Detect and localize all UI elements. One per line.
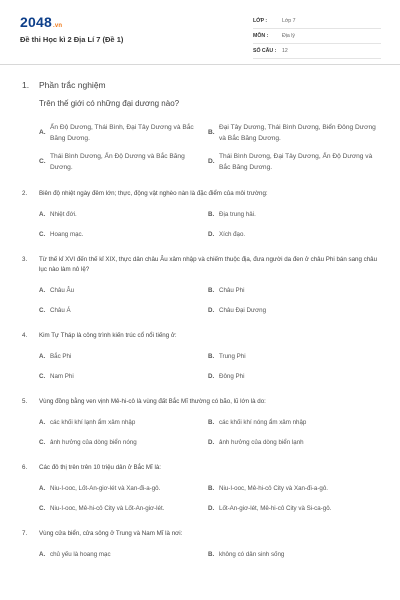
question-text: Kim Tự Tháp là công trình kiến trúc cổ nổi tiếng ở:: [39, 332, 177, 339]
option-text: Xích đạo.: [219, 231, 246, 238]
section-number: 1.: [22, 80, 30, 90]
question-heading: [22, 463, 384, 473]
option-letter: B.: [208, 419, 215, 426]
answer-options: [39, 550, 384, 560]
meta-table: [253, 14, 381, 59]
option-letter: A.: [39, 551, 46, 558]
question-text: Vùng cửa biển, cửa sông ở Trung và Nam Mĩ là nơi:: [39, 530, 183, 537]
question-text: Từ thế kỉ XVI đến thế kỉ XIX, thực dân châu Âu xâm nhập và chiếm thuộc địa, đưa người da đen ở châu Phi bán sang châu lục nào làm nô lệ?: [39, 256, 378, 273]
option-text: Ấn Độ Dương, Thái Bình, Đại Tây Dương và Bắc Băng Dương.: [50, 124, 194, 142]
option-letter: D.: [208, 373, 215, 380]
question-2: [22, 189, 384, 240]
option-text: Hoang mạc.: [50, 231, 84, 238]
option-letter: A.: [39, 353, 46, 360]
option-text: ảnh hưởng của dòng biển lạnh: [219, 439, 304, 446]
answer-option-a[interactable]: [39, 484, 208, 494]
question-3: [22, 255, 384, 316]
option-letter: D.: [208, 505, 215, 512]
question-7: [22, 529, 384, 560]
answer-option-d[interactable]: [208, 151, 378, 173]
option-text: Châu Đại Dương: [219, 307, 267, 314]
answer-option-a[interactable]: [39, 210, 208, 220]
option-text: Trung Phi: [219, 353, 246, 360]
option-text: chủ yếu là hoang mạc: [50, 551, 111, 558]
answer-option-b[interactable]: [208, 550, 378, 560]
option-text: Châu Phi: [219, 287, 245, 294]
answer-option-b[interactable]: [208, 484, 378, 494]
answer-option-d[interactable]: [208, 438, 378, 448]
question-text: Vùng đồng bằng ven vịnh Mê-hi-cô là vùng đất Bắc Mĩ thường có bão, lũ lớn là do:: [39, 398, 266, 405]
option-letter: C.: [39, 373, 46, 380]
question-number: 6.: [22, 464, 28, 471]
option-letter: D.: [208, 158, 215, 165]
option-text: Thái Bình Dương, Ấn Độ Dương và Bắc Băng Dương.: [50, 153, 185, 171]
answer-option-b[interactable]: [208, 418, 378, 428]
question-text: Các đô thị trên trên 10 triệu dân ở Bắc Mĩ là:: [39, 464, 162, 471]
meta-value: Địa lý: [282, 33, 295, 39]
section-title: Phần trắc nghiệm: [39, 80, 106, 90]
answer-option-a[interactable]: [39, 418, 208, 428]
page-header: [0, 0, 400, 65]
question-heading: [22, 255, 384, 275]
meta-value: 12: [282, 48, 288, 54]
meta-row-count: [253, 44, 381, 59]
option-text: Niu-I-ooc, Mê-hi-cô City và Lốt-An-giơ-lét.: [50, 505, 165, 512]
option-text: Niu-I-ooc, Lốt-An-giơ-lét và Xan-đi-a-gô.: [50, 485, 161, 492]
exam-content: [0, 80, 400, 560]
logo-text: 2048: [20, 14, 52, 30]
option-text: Địa trung hải.: [219, 211, 256, 218]
meta-key: SỐ CÂU :: [253, 48, 277, 54]
option-letter: D.: [208, 439, 215, 446]
option-letter: B.: [208, 551, 215, 558]
question-number: 3.: [22, 256, 28, 263]
answer-option-a[interactable]: [39, 122, 208, 144]
option-text: Châu Á: [50, 307, 71, 314]
option-text: ảnh hưởng của dòng biển nóng: [50, 439, 137, 446]
question-heading: [22, 331, 384, 341]
question-5: [22, 397, 384, 448]
answer-option-a[interactable]: [39, 352, 208, 362]
question-number: 4.: [22, 332, 28, 339]
answer-options: [39, 286, 384, 316]
option-text: Thái Bình Dương, Đại Tây Dương, Ấn Độ Dương và Bắc Băng Dương.: [219, 153, 373, 171]
option-text: Nhiệt đới.: [50, 211, 77, 218]
question-heading: [22, 529, 384, 539]
answer-option-a[interactable]: [39, 286, 208, 296]
option-text: Lốt-An-giơ-lét, Mê-hi-cô City và Si-ca-gô.: [219, 505, 332, 512]
answer-option-c[interactable]: [39, 504, 208, 514]
answer-option-c[interactable]: [39, 438, 208, 448]
site-logo[interactable]: [20, 14, 62, 30]
answer-option-b[interactable]: [208, 122, 378, 144]
question-heading: [22, 189, 384, 199]
meta-row-subject: [253, 29, 381, 44]
answer-option-c[interactable]: [39, 306, 208, 316]
option-letter: C.: [39, 307, 46, 314]
option-letter: B.: [208, 211, 215, 218]
option-letter: A.: [39, 211, 46, 218]
answer-option-a[interactable]: [39, 550, 208, 560]
logo-suffix: .vn: [52, 23, 63, 29]
answer-option-d[interactable]: [208, 504, 378, 514]
option-letter: A.: [39, 129, 46, 136]
option-text: Châu Âu: [50, 287, 75, 294]
meta-key: LỚP :: [253, 18, 268, 24]
answer-options: [39, 352, 384, 382]
option-letter: B.: [208, 485, 215, 492]
answer-option-c[interactable]: [39, 151, 208, 173]
answer-option-b[interactable]: [208, 210, 378, 220]
option-text: Đại Tây Dương, Thái Bình Dương, Biển Đông Dương và Bắc Băng Dương.: [219, 124, 376, 142]
meta-key: MÔN :: [253, 33, 269, 39]
section-multiple-choice: [22, 80, 384, 173]
answer-options: [39, 484, 384, 514]
answer-option-d[interactable]: [208, 230, 378, 240]
option-text: Niu-I-ooc, Mê-hi-cô City và Xan-đi-a-gô.: [219, 485, 329, 492]
answer-option-d[interactable]: [208, 306, 378, 316]
answer-option-b[interactable]: [208, 286, 378, 296]
option-letter: D.: [208, 307, 215, 314]
answer-option-c[interactable]: [39, 372, 208, 382]
option-letter: C.: [39, 158, 46, 165]
option-letter: C.: [39, 505, 46, 512]
question-heading: [22, 397, 384, 407]
option-text: các khối khí lạnh ẩm xâm nhập: [50, 419, 136, 426]
option-letter: D.: [208, 231, 215, 238]
answer-options: [39, 418, 384, 448]
option-text: các khối khí nóng ẩm xâm nhập: [219, 419, 307, 426]
option-text: Đông Phi: [219, 373, 245, 380]
option-letter: C.: [39, 231, 46, 238]
question-6: [22, 463, 384, 514]
answer-option-d[interactable]: [208, 372, 378, 382]
option-letter: B.: [208, 287, 215, 294]
question-number: 2.: [22, 190, 28, 197]
option-letter: B.: [208, 353, 215, 360]
question-text: Trên thế giới có những đại dương nào?: [39, 99, 180, 108]
option-letter: C.: [39, 439, 46, 446]
option-text: Nam Phi: [50, 373, 74, 380]
question-number: 5.: [22, 398, 28, 405]
answer-option-c[interactable]: [39, 230, 208, 240]
option-letter: A.: [39, 485, 46, 492]
answer-options: [39, 122, 384, 173]
question-text: Biên độ nhiệt ngày đêm lớn; thực, động vật nghèo nàn là đặc điểm của môi trường:: [39, 190, 268, 197]
question-4: [22, 331, 384, 382]
answer-option-b[interactable]: [208, 352, 378, 362]
option-letter: B.: [208, 129, 215, 136]
option-letter: A.: [39, 287, 46, 294]
meta-row-class: [253, 14, 381, 29]
meta-value: Lớp 7: [282, 18, 296, 24]
answer-options: [39, 210, 384, 240]
question-number: 7.: [22, 530, 28, 537]
option-text: Bắc Phi: [50, 353, 72, 360]
document-title: Đề thi Học kì 2 Địa Lí 7 (Đề 1): [20, 35, 124, 44]
option-letter: A.: [39, 419, 46, 426]
section-heading: [22, 80, 384, 90]
option-text: không có dân sinh sống: [219, 551, 285, 558]
